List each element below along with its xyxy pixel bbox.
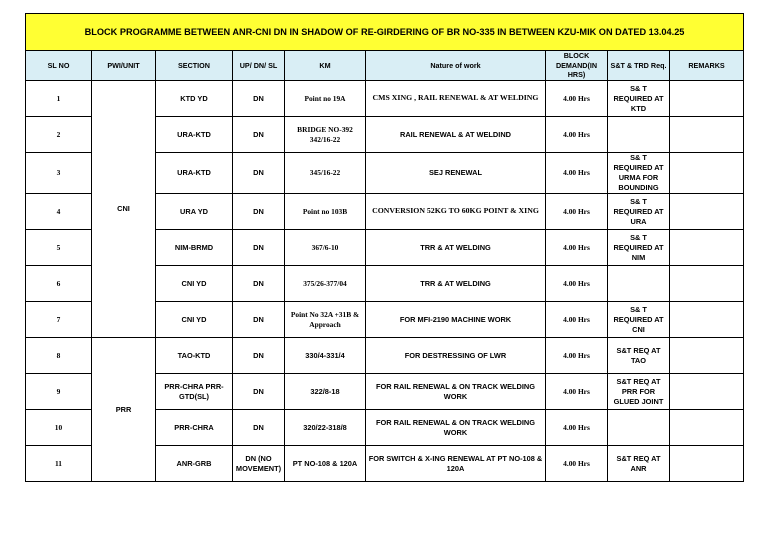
work-cell: CMS XING , RAIL RENEWAL & AT WELDING xyxy=(366,81,546,117)
km-cell: Point no 19A xyxy=(285,81,366,117)
sl-no-cell: 3 xyxy=(26,153,92,194)
section-cell: PRR-CHRA PRR-GTD(SL) xyxy=(156,374,233,410)
remarks-cell xyxy=(670,194,744,230)
line-cell: DN xyxy=(233,81,285,117)
snt-cell: S& T REQUIRED AT CNI xyxy=(608,302,670,338)
hours-cell: 4.00 Hrs xyxy=(546,266,608,302)
table-row xyxy=(26,81,744,117)
snt-cell: S& T REQUIRED AT URMA FOR BOUNDING xyxy=(608,153,670,194)
hours-cell: 4.00 Hrs xyxy=(546,194,608,230)
section-cell: URA-KTD xyxy=(156,153,233,194)
km-cell: Point no 103B xyxy=(285,194,366,230)
snt-cell: S&T REQ AT PRR FOR GLUED JOINT xyxy=(608,374,670,410)
sl-no-cell: 7 xyxy=(26,302,92,338)
snt-cell: S& T REQUIRED AT KTD xyxy=(608,81,670,117)
remarks-cell xyxy=(670,338,744,374)
sl-no-cell: 2 xyxy=(26,117,92,153)
section-cell: KTD YD xyxy=(156,81,233,117)
line-cell: DN xyxy=(233,410,285,446)
remarks-cell xyxy=(670,374,744,410)
km-cell: BRIDGE NO-392 342/16-22 xyxy=(285,117,366,153)
snt-cell: S& T REQUIRED AT NIM xyxy=(608,230,670,266)
header-section: SECTION xyxy=(156,51,233,81)
document-title: BLOCK PROGRAMME BETWEEN ANR-CNI DN IN SHADOW OF RE-GIRDERING OF BR NO-335 IN BETWEEN KZU-MIK ON DATED 13.04.25 xyxy=(26,14,744,51)
line-cell: DN xyxy=(233,302,285,338)
work-cell: TRR & AT WELDING xyxy=(366,266,546,302)
hours-cell: 4.00 Hrs xyxy=(546,374,608,410)
km-cell: 330/4-331/4 xyxy=(285,338,366,374)
line-cell: DN xyxy=(233,194,285,230)
line-cell: DN xyxy=(233,153,285,194)
header-snt-trd: S&T & TRD Req. xyxy=(608,51,670,81)
sl-no-cell: 9 xyxy=(26,374,92,410)
work-cell: SEJ RENEWAL xyxy=(366,153,546,194)
km-cell: 367/6-10 xyxy=(285,230,366,266)
section-cell: TAO-KTD xyxy=(156,338,233,374)
remarks-cell xyxy=(670,117,744,153)
header-km: KM xyxy=(285,51,366,81)
header-up-dn-sl: UP/ DN/ SL xyxy=(233,51,285,81)
hours-cell: 4.00 Hrs xyxy=(546,302,608,338)
hours-cell: 4.00 Hrs xyxy=(546,230,608,266)
line-cell: DN (NO MOVEMENT) xyxy=(233,446,285,482)
section-cell: URA-KTD xyxy=(156,117,233,153)
header-block-demand: BLOCK DEMAND(IN HRS) xyxy=(546,51,608,81)
pwi-unit-cell: PRR xyxy=(92,338,156,482)
hours-cell: 4.00 Hrs xyxy=(546,117,608,153)
km-cell: 320/22-318/8 xyxy=(285,410,366,446)
km-cell: 322/8-18 xyxy=(285,374,366,410)
header-pwi-unit: PWI/UNIT xyxy=(92,51,156,81)
line-cell: DN xyxy=(233,230,285,266)
hours-cell: 4.00 Hrs xyxy=(546,410,608,446)
hours-cell: 4.00 Hrs xyxy=(546,446,608,482)
km-cell: 345/16-22 xyxy=(285,153,366,194)
remarks-cell xyxy=(670,410,744,446)
hours-cell: 4.00 Hrs xyxy=(546,338,608,374)
work-cell: FOR MFI-2190 MACHINE WORK xyxy=(366,302,546,338)
hours-cell: 4.00 Hrs xyxy=(546,153,608,194)
remarks-cell xyxy=(670,81,744,117)
sl-no-cell: 4 xyxy=(26,194,92,230)
snt-cell: S& T REQUIRED AT URA xyxy=(608,194,670,230)
section-cell: ANR-GRB xyxy=(156,446,233,482)
snt-cell: S&T REQ AT ANR xyxy=(608,446,670,482)
remarks-cell xyxy=(670,446,744,482)
section-cell: NIM-BRMD xyxy=(156,230,233,266)
line-cell: DN xyxy=(233,374,285,410)
work-cell: FOR RAIL RENEWAL & ON TRACK WELDING WORK xyxy=(366,410,546,446)
sl-no-cell: 6 xyxy=(26,266,92,302)
work-cell: TRR & AT WELDING xyxy=(366,230,546,266)
line-cell: DN xyxy=(233,338,285,374)
sl-no-cell: 1 xyxy=(26,81,92,117)
work-cell: FOR DESTRESSING OF LWR xyxy=(366,338,546,374)
km-cell: PT NO-108 & 120A xyxy=(285,446,366,482)
section-cell: CNI YD xyxy=(156,266,233,302)
work-cell: RAIL RENEWAL & AT WELDIND xyxy=(366,117,546,153)
hours-cell: 4.00 Hrs xyxy=(546,81,608,117)
header-row xyxy=(26,51,744,81)
sl-no-cell: 10 xyxy=(26,410,92,446)
header-nature-of-work: Nature of work xyxy=(366,51,546,81)
block-programme-table xyxy=(25,13,744,482)
km-cell: 375/26-377/04 xyxy=(285,266,366,302)
snt-cell xyxy=(608,410,670,446)
sl-no-cell: 8 xyxy=(26,338,92,374)
header-sl-no: SL NO xyxy=(26,51,92,81)
section-cell: CNI YD xyxy=(156,302,233,338)
snt-cell: S&T REQ AT TAO xyxy=(608,338,670,374)
snt-cell xyxy=(608,117,670,153)
title-row xyxy=(26,14,744,51)
line-cell: DN xyxy=(233,266,285,302)
section-cell: URA YD xyxy=(156,194,233,230)
remarks-cell xyxy=(670,266,744,302)
sl-no-cell: 5 xyxy=(26,230,92,266)
work-cell: FOR RAIL RENEWAL & ON TRACK WELDING WORK xyxy=(366,374,546,410)
sl-no-cell: 11 xyxy=(26,446,92,482)
pwi-unit-cell: CNI xyxy=(92,81,156,338)
table-row xyxy=(26,338,744,374)
line-cell: DN xyxy=(233,117,285,153)
remarks-cell xyxy=(670,230,744,266)
work-cell: FOR SWITCH & X-ING RENEWAL AT PT NO-108 & 120A xyxy=(366,446,546,482)
snt-cell xyxy=(608,266,670,302)
section-cell: PRR-CHRA xyxy=(156,410,233,446)
work-cell: CONVERSION 52KG TO 60KG POINT & XING xyxy=(366,194,546,230)
remarks-cell xyxy=(670,153,744,194)
header-remarks: REMARKS xyxy=(670,51,744,81)
km-cell: Point No 32A +31B & Approach xyxy=(285,302,366,338)
remarks-cell xyxy=(670,302,744,338)
